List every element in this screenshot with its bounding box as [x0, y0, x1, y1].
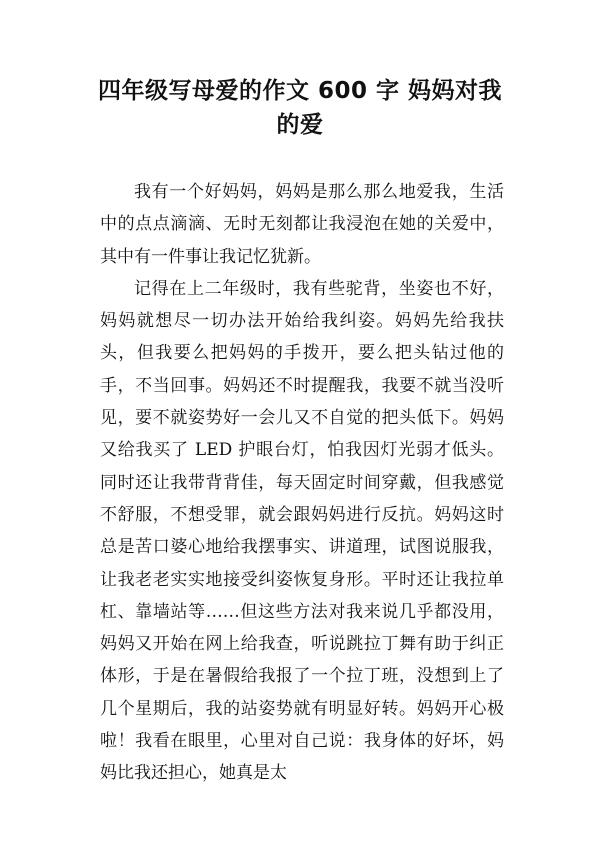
paragraph: 记得在上二年级时，我有些驼背，坐姿也不好，妈妈就想尽一切办法开始给我纠姿。妈妈先给我扶头，但我要么把妈妈的手拨开，要么把头钻过他的手，不当回事。妈妈还不时提醒我，我要不就当没听见，要不就姿势好一会儿又不自觉的把头低下。妈妈又给我买了 LED 护眼台灯，怕我因灯光弱才低头。同时还让我带背背佳，每天固定时间穿戴，但我感觉不舒服，不想受罪，就会跟妈妈进行反抗。妈妈这时总是苦口婆心地给我摆事实、讲道理，试图说服我，让我老老实实地接受纠姿恢复身形。平时还让我拉单杠、靠墙站等……但这些方法对我来说几乎都没用，妈妈又开始在网上给我查，听说跳拉丁舞有助于纠正体形，于是在暑假给我报了一个拉丁班，没想到上了几个星期后，我的站姿势就有明显好转。妈妈开心极啦！我看在眼里，心里对自己说：我身体的好坏，妈妈比我还担心，她真是太	[100, 278, 504, 784]
paragraph: 我有一个好妈妈，妈妈是那么那么地爱我，生活中的点点滴滴、无时无刻都让我浸泡在她的关爱中，其中有一件事让我记忆犹新。	[100, 182, 504, 267]
document-title: 四年级写母爱的作文 600 字 妈妈对我的爱	[97, 78, 503, 138]
document-body	[100, 176, 504, 790]
